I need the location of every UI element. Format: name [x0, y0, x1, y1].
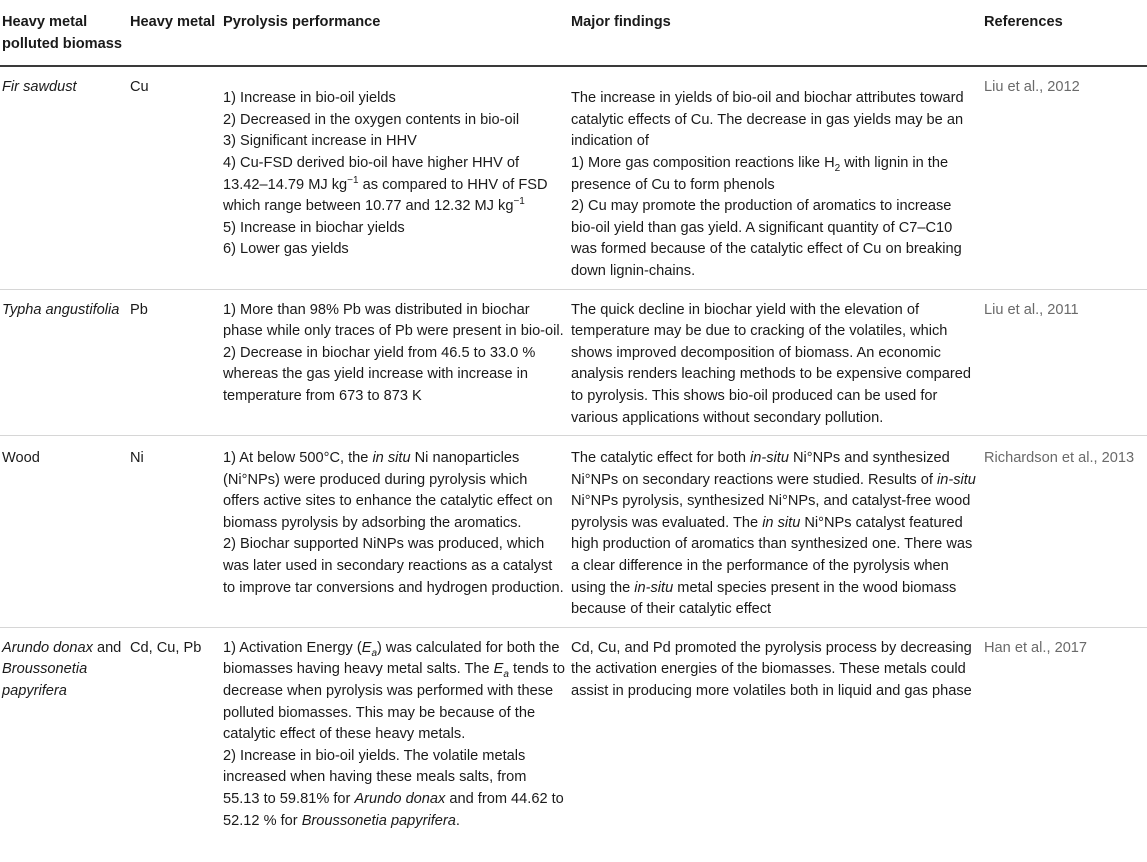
metal-cell: Cd, Cu, Pb — [130, 639, 202, 656]
finding-text: 1) More gas composition reactions like $H_2$ with lignin in the presence of Cu to form phenols — [571, 154, 949, 193]
reference-cell: Liu et al., 2012 — [982, 66, 1147, 289]
finding-text: The increase in yields of bio-oil and biochar attributes toward catalytic effects of Cu. The decrease in gas yields may be an indication of — [571, 90, 964, 150]
table-row — [0, 627, 1147, 838]
biomass-name: Typha angustifolia — [2, 301, 120, 318]
header-metal: Heavy metal — [128, 0, 221, 66]
biomass-cell — [0, 66, 128, 289]
header-row — [0, 0, 1147, 66]
biomass-name: Fir sawdust — [2, 79, 77, 96]
table-row — [0, 436, 1147, 628]
performance-cell — [221, 66, 569, 289]
biomass-cell: Arundo donax and Broussonetia papyrifera — [2, 639, 122, 700]
perf-point: 4) Cu-FSD derived bio-oil have higher HHV of 13.42–14.79 MJ $kg^{-1}$ as compared to HHV of FSD which range between 10.77 and 12.32 MJ $kg^{-1}$ — [223, 154, 548, 215]
perf-point: 2) Biochar supported NiNPs was produced, which was later used in secondary reactions as a catalyst to improve tar conversions and hydrogen production. — [223, 536, 564, 596]
perf-point: 1) At below 500°C, the in situ Ni nanoparticles (Ni°NPs) were produced during pyrolysis which offers active sites to enhance the catalytic effect on biomass pyrolysis by adsorbing the aromatics. — [223, 450, 553, 531]
header-findings: Major findings — [569, 0, 982, 66]
findings-cell — [569, 66, 982, 289]
metal-cell: Pb — [128, 289, 221, 436]
findings-cell: The catalytic effect for both in-situ Ni°NPs and synthesized Ni°NPs on secondary reactions were studied. Results of in-situ Ni°NPs pyrolysis, synthesized Ni°NPs, and catalyst-free wood pyrolysis was evaluated. The in situ Ni°NPs catalyst featured high production of aromatics than synthesized one. There was a clear difference in the performance of the pyrolysis when using the in-situ metal species present in the wood biomass because of their catalytic effect — [569, 436, 982, 628]
performance-cell — [221, 436, 569, 628]
performance-cell — [221, 289, 569, 436]
header-biomass: Heavy metal polluted biomass — [0, 0, 128, 66]
perf-point: 1) Increase in bio-oil yields — [223, 90, 396, 107]
performance-cell: 1) Activation Energy $(E_a)$ was calculated for both the biomasses having heavy metal salts. The $E_a$ tends to decrease when pyrolysis was performed with these polluted biomasses. This may be because of the catalytic effect of these heavy metals. 2) Increase in bio-oil yields. The volatile metals increased when having these meals salts, from 55.13 to 59.81% for Arundo donax and from 44.62 to 52.12 % for Broussonetia papyrifera. — [221, 627, 569, 838]
reference-cell: Richardson et al., 2013 — [982, 436, 1147, 628]
reference-cell: Liu et al., 2011 — [982, 289, 1147, 436]
header-references: References — [982, 0, 1147, 66]
perf-point: 5) Increase in biochar yields — [223, 219, 405, 236]
perf-point: 1) More than 98% Pb was distributed in biochar phase while only traces of Pb were present in bio-oil. — [223, 301, 564, 340]
perf-point: 3) Significant increase in HHV — [223, 133, 417, 150]
table-row — [0, 289, 1147, 436]
perf-point: 6) Lower gas yields — [223, 241, 349, 258]
header-performance: Pyrolysis performance — [221, 0, 569, 66]
perf-point: 2) Decrease in biochar yield from 46.5 to 33.0 % whereas the gas yield increase with increase in temperature from 673 to 873 K — [223, 344, 536, 404]
perf-point: 2) Increase in bio-oil yields. The volatile metals increased when having these meals salts, from 55.13 to 59.81% for Arundo donax and from 44.62 to 52.12 % for Broussonetia papyrifera. — [223, 747, 564, 829]
table-row — [0, 66, 1147, 289]
reference-cell: Han et al., 2017 — [984, 639, 1088, 656]
findings-cell: The quick decline in biochar yield with the elevation of temperature may be due to cracking of the volatiles, which shows improved decomposition of biomass. An economic analysis renders leaching methods to be expensive compared to pyrolysis. This shows bio-oil produced can be used for various applications without secondary pollution. — [569, 289, 982, 436]
perf-point: 2) Decreased in the oxygen contents in bio-oil — [223, 111, 520, 128]
finding-text: 2) Cu may promote the production of aromatics to increase bio-oil yield than gas yield. A significant quantity of C7–C10 was formed because of the catalytic effect of Cu on breaking down lignin-chains. — [571, 198, 962, 279]
findings-cell: Cd, Cu, and Pd promoted the pyrolysis process by decreasing the activation energies of the biomasses. These metals could assist in producing more volatiles both in liquid and gas phase — [571, 639, 972, 700]
biomass-cell — [0, 289, 128, 436]
metal-cell: Ni — [128, 436, 221, 628]
biomass-cell: Wood — [0, 436, 128, 628]
metal-cell: Cu — [128, 66, 221, 289]
